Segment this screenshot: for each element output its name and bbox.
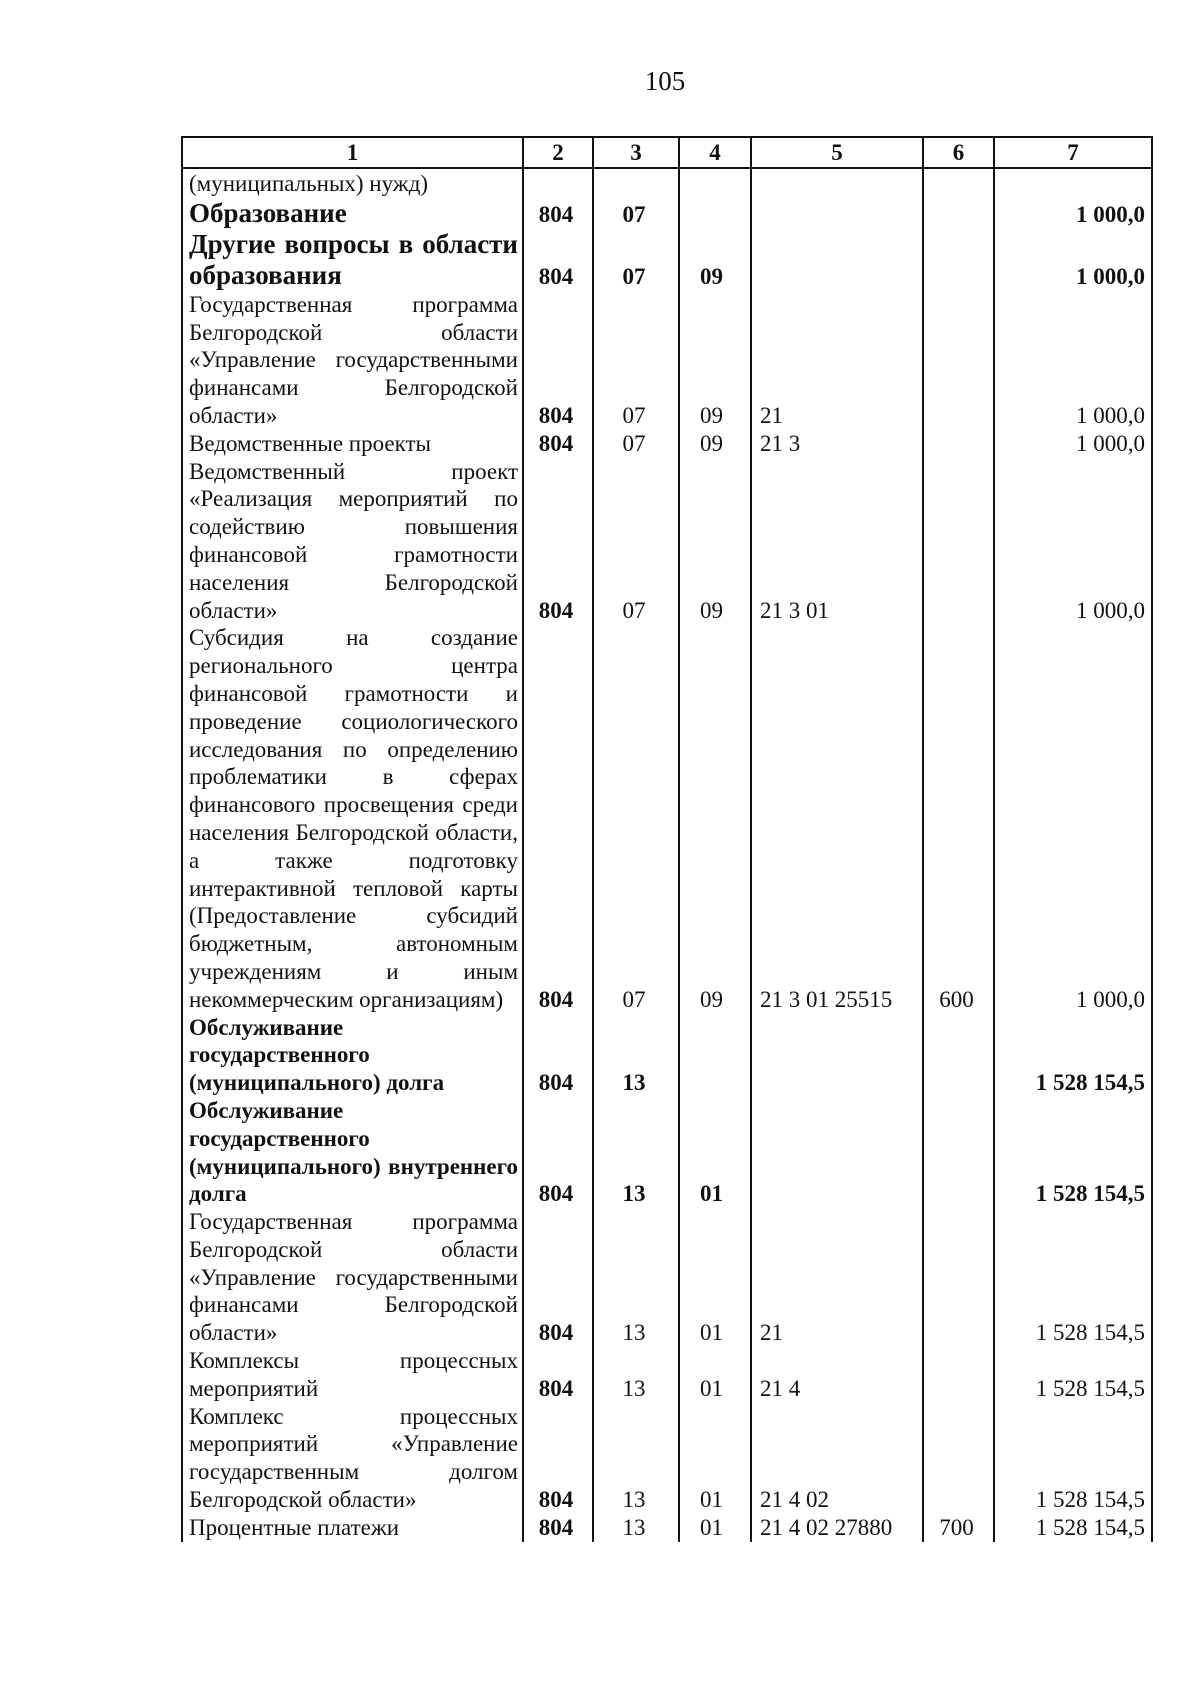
row-ministry-code: 804	[523, 1403, 593, 1514]
row-amount: 1 528 154,5	[994, 1097, 1152, 1208]
row-section-code: 07	[593, 430, 679, 458]
table-row	[182, 291, 1152, 430]
row-amount: 1 528 154,5	[994, 1403, 1152, 1514]
row-expense-type	[923, 1208, 994, 1347]
row-section-code: 13	[593, 1347, 679, 1403]
row-section-code: 13	[593, 1514, 679, 1542]
row-section-code: 07	[593, 624, 679, 1013]
table-row	[182, 458, 1152, 625]
row-expense-type	[923, 291, 994, 430]
row-ministry-code: 804	[523, 229, 593, 291]
row-target-article	[751, 168, 923, 198]
row-name: Обслуживание государственного (муниципального) внутреннего долга	[182, 1097, 523, 1208]
row-subsection-code: 09	[679, 430, 751, 458]
header-col-2: 2	[523, 137, 593, 168]
table-header	[182, 137, 1152, 168]
row-target-article: 21 3	[751, 430, 923, 458]
row-amount: 1 000,0	[994, 458, 1152, 625]
row-name: Ведомственные проекты	[182, 430, 523, 458]
row-subsection-code	[679, 168, 751, 198]
row-ministry-code: 804	[523, 198, 593, 229]
row-target-article: 21 3 01	[751, 458, 923, 625]
row-ministry-code: 804	[523, 1014, 593, 1097]
row-expense-type	[923, 198, 994, 229]
row-section-code: 07	[593, 291, 679, 430]
row-name: Процентные платежи	[182, 1514, 523, 1542]
row-expense-type	[923, 229, 994, 291]
row-name: Комплекс процессных мероприятий «Управление государственным долгом Белгородской области»	[182, 1403, 523, 1514]
row-expense-type	[923, 458, 994, 625]
row-expense-type	[923, 1403, 994, 1514]
row-name: Образование	[182, 198, 523, 229]
table-row	[182, 624, 1152, 1013]
row-target-article	[751, 198, 923, 229]
row-ministry-code: 804	[523, 430, 593, 458]
row-subsection-code	[679, 1014, 751, 1097]
row-name: (муниципальных) нужд)	[182, 168, 523, 198]
header-col-1: 1	[182, 137, 523, 168]
row-subsection-code: 01	[679, 1403, 751, 1514]
row-amount: 1 528 154,5	[994, 1347, 1152, 1403]
row-subsection-code: 09	[679, 229, 751, 291]
table-row	[182, 1097, 1152, 1208]
row-ministry-code: 804	[523, 1097, 593, 1208]
budget-table	[181, 136, 1153, 1542]
row-amount: 1 528 154,5	[994, 1514, 1152, 1542]
row-amount: 1 528 154,5	[994, 1014, 1152, 1097]
header-row	[182, 137, 1152, 168]
row-section-code: 13	[593, 1014, 679, 1097]
header-col-4: 4	[679, 137, 751, 168]
row-section-code: 13	[593, 1403, 679, 1514]
table-row	[182, 229, 1152, 291]
row-expense-type	[923, 1097, 994, 1208]
row-expense-type	[923, 430, 994, 458]
row-subsection-code: 01	[679, 1514, 751, 1542]
row-ministry-code: 804	[523, 1347, 593, 1403]
row-target-article	[751, 229, 923, 291]
row-section-code: 13	[593, 1097, 679, 1208]
row-ministry-code: 804	[523, 1208, 593, 1347]
row-amount: 1 000,0	[994, 198, 1152, 229]
table-row	[182, 1514, 1152, 1542]
row-name: Субсидия на создание регионального центра финансовой грамотности и проведение социологического исследования по определению проблематики в сферах финансового просвещения среди населения Белгородской области, а также подготовку интерактивной тепловой карты (Предоставление субсидий бюджетным, автономным учреждениям и иным некоммерческим организациям)	[182, 624, 523, 1013]
row-target-article: 21 4	[751, 1347, 923, 1403]
table-row	[182, 1347, 1152, 1403]
row-amount: 1 000,0	[994, 624, 1152, 1013]
page-number: 105	[644, 66, 686, 96]
row-section-code	[593, 168, 679, 198]
row-ministry-code: 804	[523, 624, 593, 1013]
row-expense-type	[923, 1014, 994, 1097]
row-ministry-code: 804	[523, 1514, 593, 1542]
row-section-code: 07	[593, 198, 679, 229]
row-subsection-code: 09	[679, 624, 751, 1013]
row-amount: 1 528 154,5	[994, 1208, 1152, 1347]
row-ministry-code	[523, 168, 593, 198]
row-name: Комплексы процессных мероприятий	[182, 1347, 523, 1403]
table-row	[182, 1403, 1152, 1514]
table-body	[182, 168, 1152, 1542]
row-expense-type: 700	[923, 1514, 994, 1542]
row-section-code: 07	[593, 458, 679, 625]
table-row	[182, 1014, 1152, 1097]
row-target-article: 21	[751, 1208, 923, 1347]
row-ministry-code: 804	[523, 291, 593, 430]
row-name: Ведомственный проект «Реализация мероприятий по содействию повышения финансовой грамотности населения Белгородской области»	[182, 458, 523, 625]
row-ministry-code: 804	[523, 458, 593, 625]
row-target-article: 21 4 02	[751, 1403, 923, 1514]
row-subsection-code	[679, 198, 751, 229]
row-subsection-code: 01	[679, 1208, 751, 1347]
row-target-article: 21 3 01 25515	[751, 624, 923, 1013]
row-section-code: 13	[593, 1208, 679, 1347]
row-expense-type: 600	[923, 624, 994, 1013]
header-col-6: 6	[923, 137, 994, 168]
row-section-code: 07	[593, 229, 679, 291]
row-target-article: 21 4 02 27880	[751, 1514, 923, 1542]
header-col-3: 3	[593, 137, 679, 168]
row-amount: 1 000,0	[994, 291, 1152, 430]
table-row	[182, 168, 1152, 198]
table-row	[182, 430, 1152, 458]
row-expense-type	[923, 1347, 994, 1403]
row-name: Другие вопросы в области образования	[182, 229, 523, 291]
table-row	[182, 198, 1152, 229]
row-target-article	[751, 1014, 923, 1097]
row-target-article	[751, 1097, 923, 1208]
row-expense-type	[923, 168, 994, 198]
row-subsection-code: 01	[679, 1347, 751, 1403]
header-col-5: 5	[751, 137, 923, 168]
row-amount: 1 000,0	[994, 430, 1152, 458]
row-target-article: 21	[751, 291, 923, 430]
row-amount: 1 000,0	[994, 229, 1152, 291]
row-amount	[994, 168, 1152, 198]
row-name: Государственная программа Белгородской области «Управление государственными финансами Белгородской области»	[182, 1208, 523, 1347]
table-row	[182, 1208, 1152, 1347]
header-col-7: 7	[994, 137, 1152, 168]
row-subsection-code: 01	[679, 1097, 751, 1208]
row-subsection-code: 09	[679, 291, 751, 430]
row-name: Обслуживание государственного (муниципального) долга	[182, 1014, 523, 1097]
row-subsection-code: 09	[679, 458, 751, 625]
row-name: Государственная программа Белгородской области «Управление государственными финансами Белгородской области»	[182, 291, 523, 430]
